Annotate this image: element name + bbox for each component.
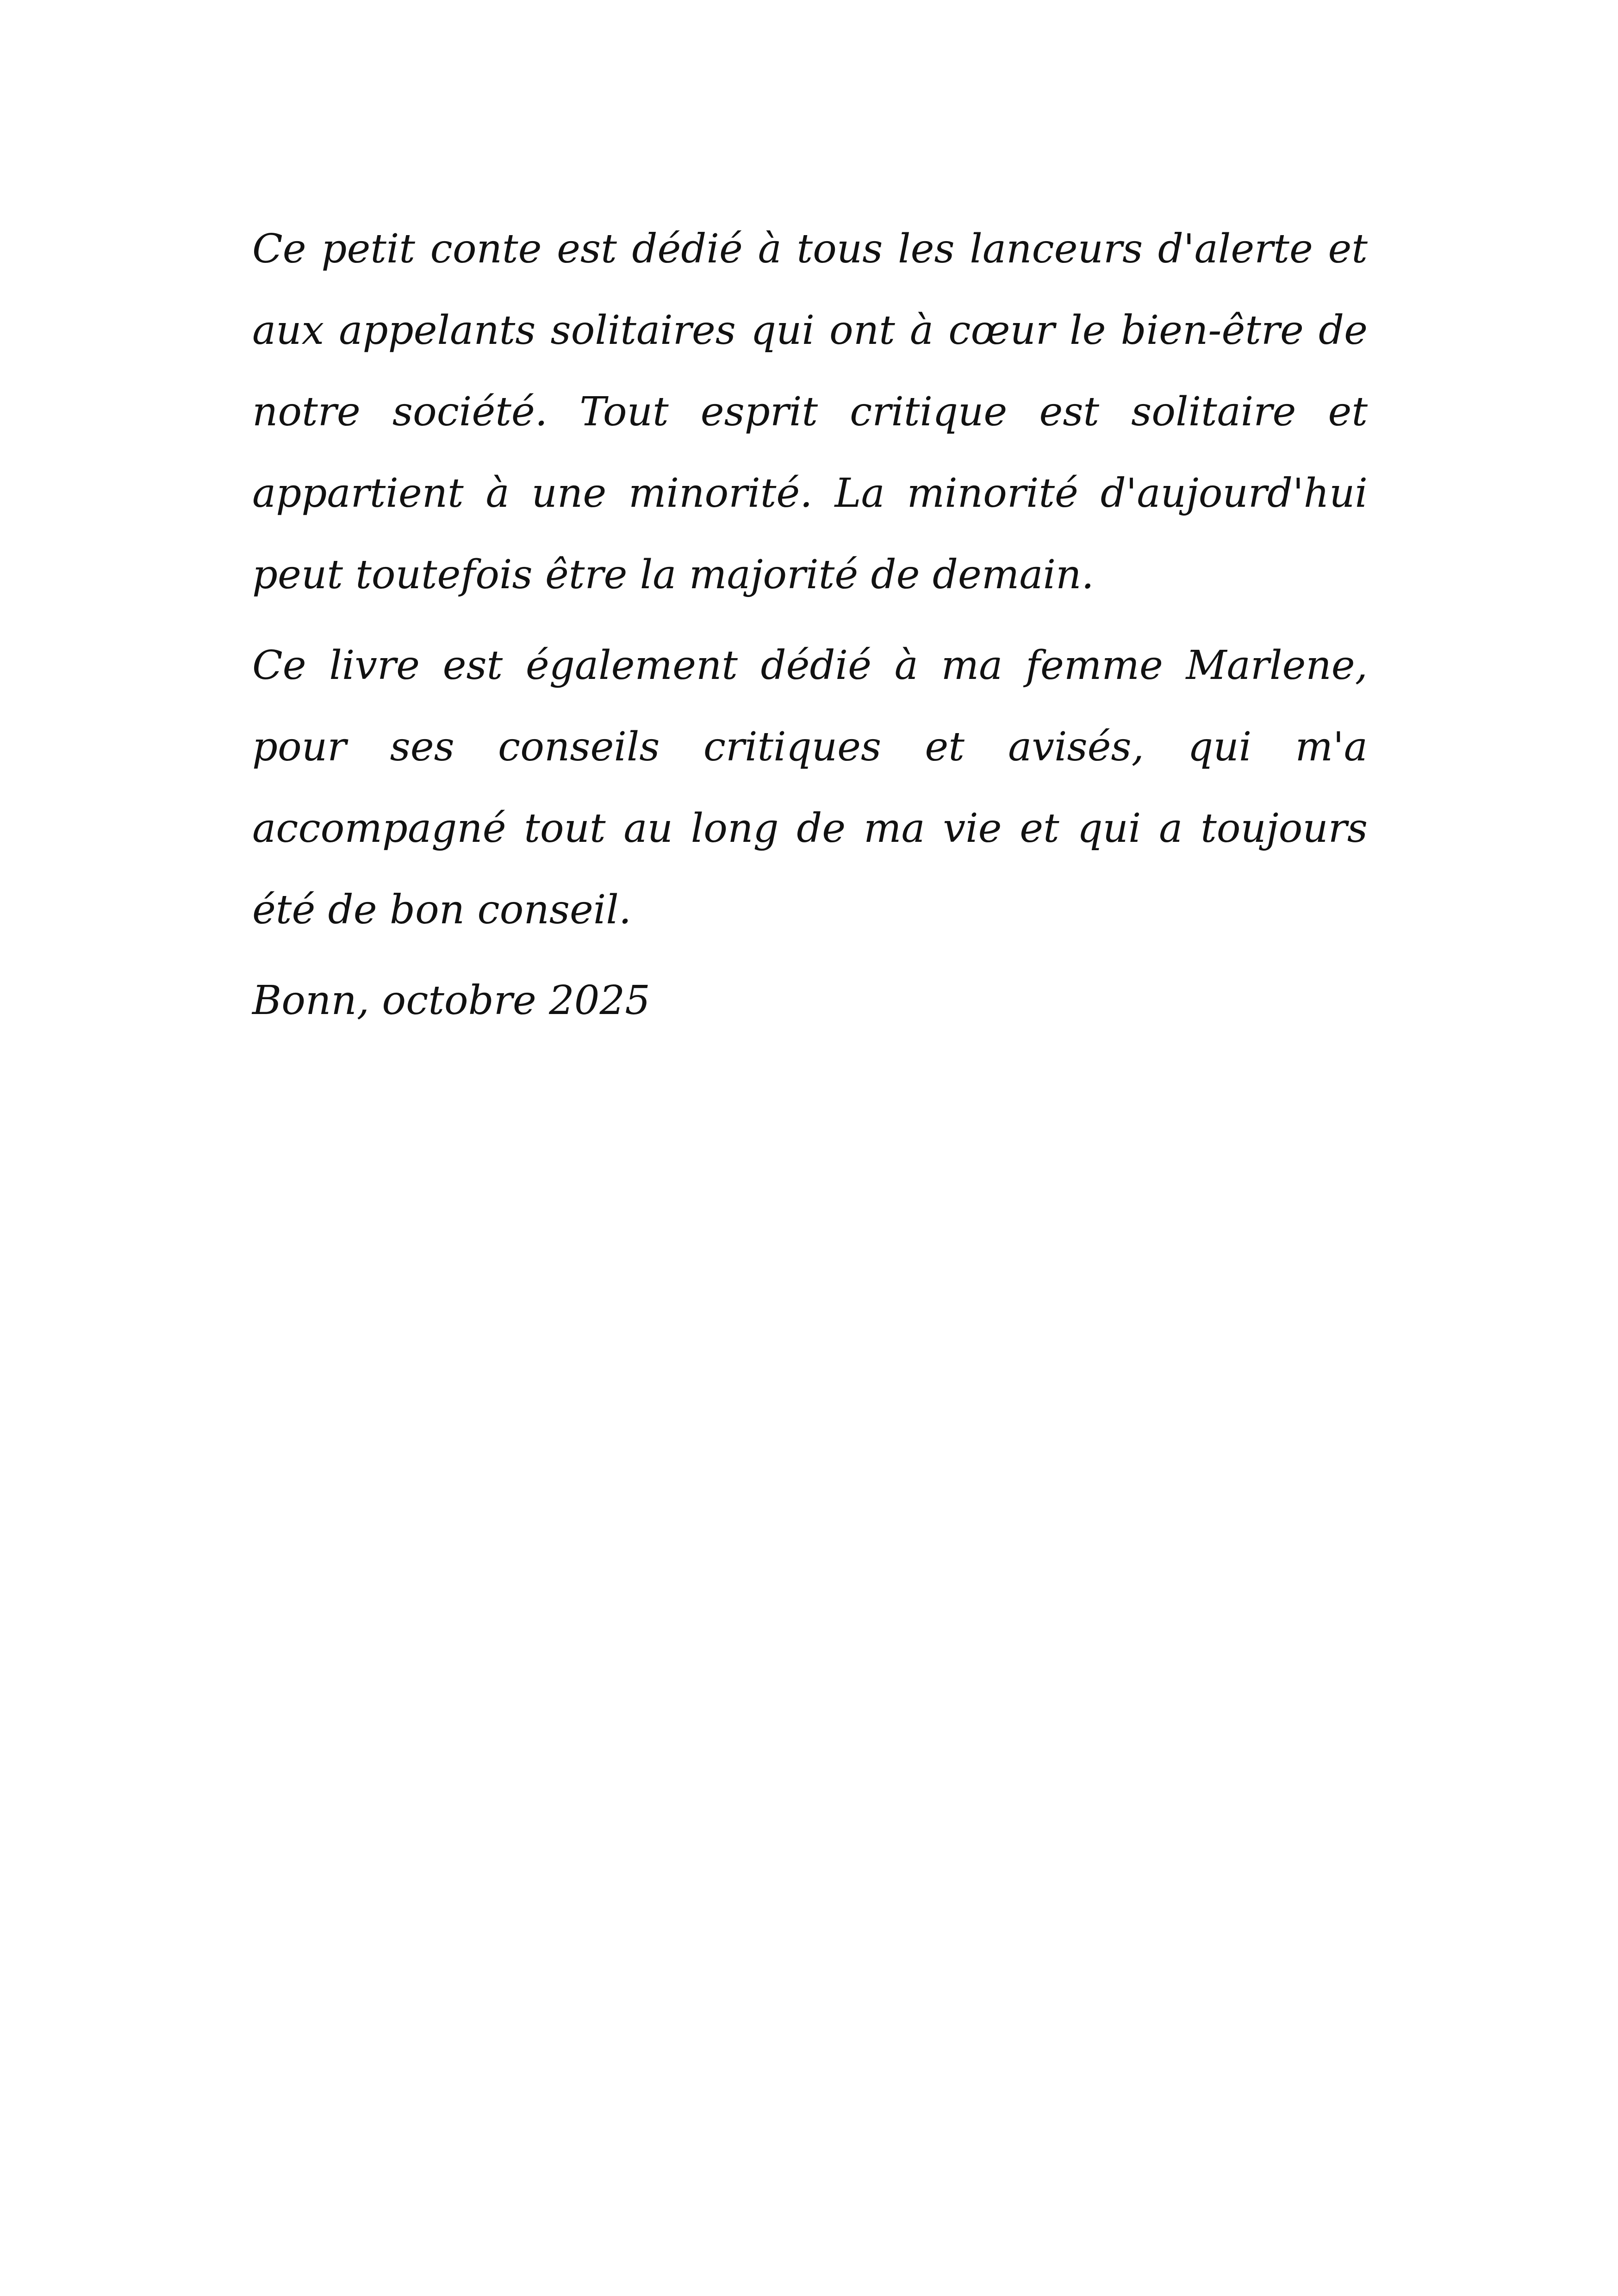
dedication-text	[252, 208, 1368, 1041]
dedication-paragraph-whistleblowers: Ce petit conte est dédié à tous les lanceurs d'alerte et aux appelants solitaires qui ont à cœur le bien-être de notre société. Tout esprit critique est solitaire et appartient à une minorité. La minorité d'aujourd'hui peut toutefois être la majorité de demain.	[252, 226, 1368, 598]
dedication-paragraph-wife: Ce livre est également dédié à ma femme Marlene, pour ses conseils critiques et avisés, qui m'a accompagné tout au long de ma vie et qui a toujours été de bon conseil.	[252, 642, 1368, 933]
place-date-signoff: Bonn, octobre 2025	[252, 977, 650, 1024]
